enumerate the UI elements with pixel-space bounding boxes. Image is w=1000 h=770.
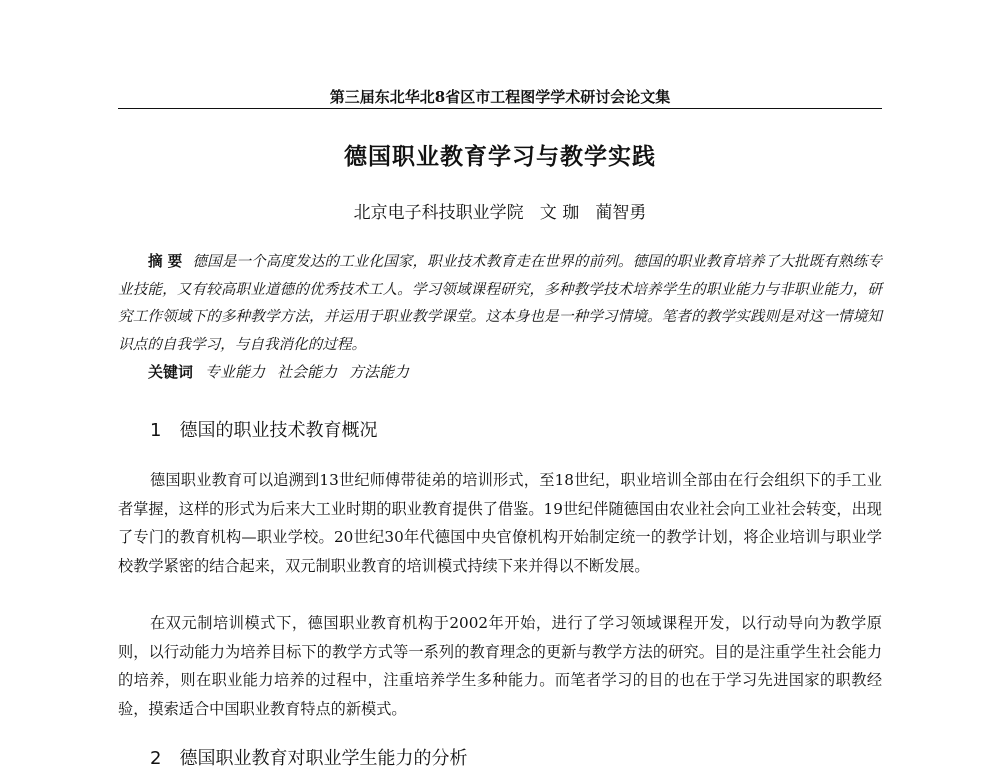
section-heading — [150, 744, 467, 770]
byline — [118, 198, 882, 223]
body-paragraph: 在双元制培训模式下，德国职业教育机构于2002年开始，进行了学习领域课程开发，以行动导向为教学原则，以行动能力为培养目标下的教学方式等一系列的教育理念的更新与教学方法的研究。目的是注重学生社会能力的培养，则在职业能力培养的过程中，注重培养学生多种能力。而笔者学习的目的也在于学习先进国家的职教经验，摸索适合中国职业教育特点的新模式。 — [118, 614, 882, 718]
affiliation: 北京电子科技职业学院 — [353, 203, 524, 223]
author-name: 文 珈 — [539, 203, 580, 223]
section-heading — [150, 416, 377, 442]
section-number: 1 — [150, 420, 162, 441]
keyword: 方法能力 — [349, 363, 410, 381]
keyword: 专业能力 — [205, 363, 266, 381]
header-rule — [118, 108, 882, 109]
abstract-label: 摘 要 — [148, 253, 183, 270]
keyword: 社会能力 — [277, 363, 338, 381]
running-header: 第三届东北华北8省区市工程图学学术研讨会论文集 — [329, 88, 671, 106]
section-title: 德国职业教育对职业学生能力的分析 — [179, 748, 468, 769]
paper-title: 德国职业教育学习与教学实践 — [344, 144, 656, 170]
body-paragraph: 德国职业教育可以追溯到13世纪师傅带徒弟的培训形式，至18世纪，职业培训全部由在行会组织下的手工业者掌握，这样的形式为后来大工业时期的职业教育提供了借鉴。19世纪伴随德国由农业社会向工业社会转变，出现了专门的教育机构—职业学校。20世纪30年代德国中央官僚机构开始制定统一的教学计划，将企业培训与职业学校教学紧密的结合起来，双元制职业教育的培训模式持续下来并得以不断发展。 — [118, 471, 882, 575]
keywords — [148, 361, 882, 382]
section-title: 德国的职业技术教育概况 — [179, 420, 378, 441]
abstract — [118, 248, 882, 358]
author-name: 蔺智勇 — [595, 203, 647, 223]
abstract-text: 德国是一个高度发达的工业化国家，职业技术教育走在世界的前列。德国的职业教育培养了大批既有熟练专业技能，又有较高职业道德的优秀技术工人。学习领域课程研究，多种教学技术培养学生的职业能力与非职业能力，研究工作领域下的多种教学方法，并运用于职业教学课堂。这本身也是一种学习情境。笔者的教学实践则是对这一情境知识点的自我学习，与自我消化的过程。 — [118, 253, 882, 353]
keywords-label: 关键词 — [148, 363, 194, 381]
section-number: 2 — [150, 748, 162, 769]
